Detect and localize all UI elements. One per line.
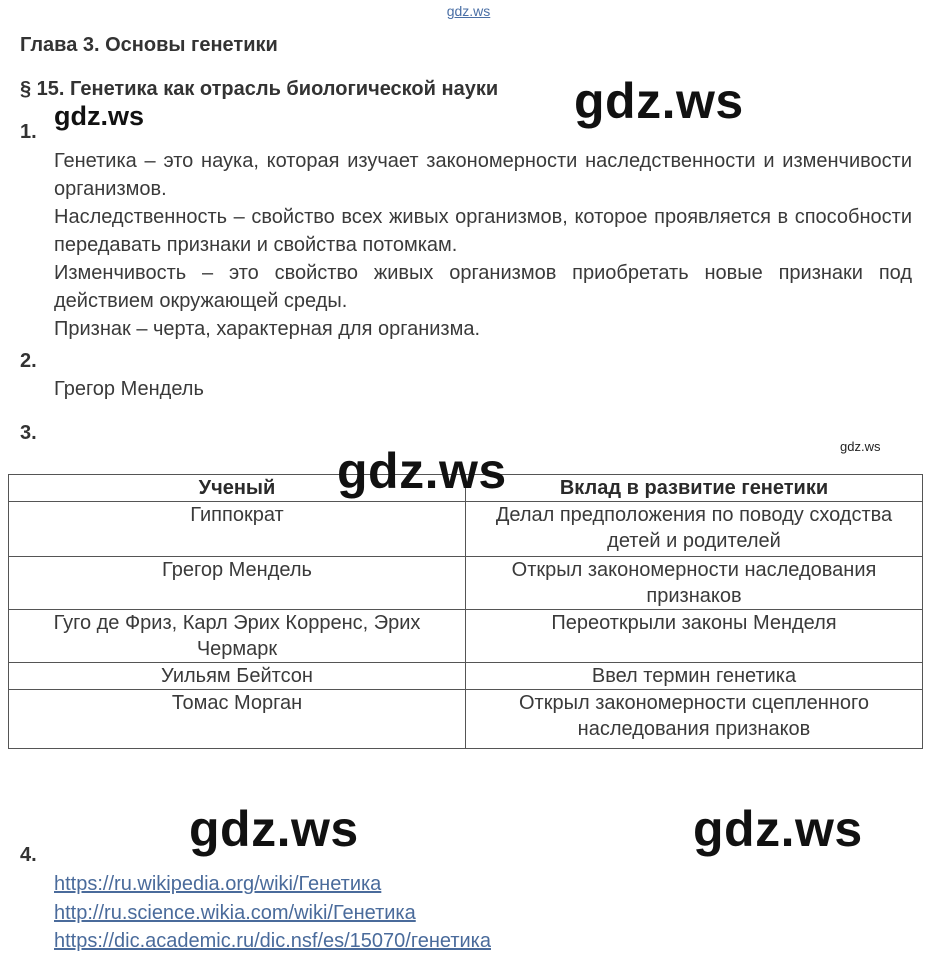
definition-trait: Признак – черта, характерная для организма. (54, 318, 481, 340)
contribution-cell: Переоткрыли законы Менделя (466, 610, 923, 663)
scientist-cell: Грегор Мендель (9, 557, 466, 610)
question-2-answer: Грегор Мендель (54, 378, 204, 400)
header-contribution: Вклад в развитие генетики (466, 475, 923, 502)
contribution-cell: Делал предположения по поводу сходства детей и родителей (466, 502, 923, 557)
section-title: § 15. Генетика как отрасль биологической науки (20, 78, 499, 100)
scientist-cell: Уильям Бейтсон (9, 663, 466, 690)
header-scientist: Ученый (9, 475, 466, 502)
question-1-number: 1. (20, 121, 37, 143)
table-row (9, 690, 923, 749)
watermark-header-big: gdz.ws (574, 73, 744, 129)
watermark-bottom-right: gdz.ws (693, 801, 863, 857)
watermark-bottom-left: gdz.ws (189, 801, 359, 857)
question-3-number: 3. (20, 422, 37, 444)
watermark-table-small: gdz.ws (840, 439, 881, 454)
links-list (54, 870, 491, 956)
contribution-cell: Открыл закономерности сцепленного наследования признаков (466, 690, 923, 749)
definition-genetics: Генетика – это наука, которая изучает закономерности наследственности и изменчивости организмов. (54, 150, 912, 200)
question-4-number: 4. (20, 844, 37, 866)
chapter-title: Глава 3. Основы генетики (20, 34, 278, 56)
table-row (9, 557, 923, 610)
watermark-top: gdz.ws (446, 3, 491, 19)
contribution-cell: Ввел термин генетика (466, 663, 923, 690)
table-row (9, 502, 923, 557)
watermark-table-big: gdz.ws (337, 443, 507, 499)
scientist-cell: Томас Морган (9, 690, 466, 749)
table-row (9, 610, 923, 663)
scientist-cell: Гуго де Фриз, Карл Эрих Корренс, Эрих Чермарк (9, 610, 466, 663)
definition-variability: Изменчивость – это свойство живых организмов приобретать новые признаки под действием окружающей среды. (54, 262, 912, 312)
link-wikipedia[interactable]: https://ru.wikipedia.org/wiki/Генетика (54, 873, 382, 895)
contribution-cell: Открыл закономерности наследования признаков (466, 557, 923, 610)
definition-heredity: Наследственность – свойство всех живых организмов, которое проявляется в способности передавать признаки и свойства потомкам. (54, 206, 912, 256)
table-row (9, 663, 923, 690)
watermark-header-small: gdz.ws (54, 101, 145, 131)
question-2-number: 2. (20, 350, 37, 372)
question-1-answer (54, 147, 912, 343)
link-wikia[interactable]: http://ru.science.wikia.com/wiki/Генетика (54, 901, 416, 924)
link-academic[interactable]: https://dic.academic.ru/dic.nsf/es/15070/генетика (54, 930, 491, 952)
scientist-cell: Гиппократ (9, 502, 466, 557)
scientists-table (8, 474, 923, 749)
